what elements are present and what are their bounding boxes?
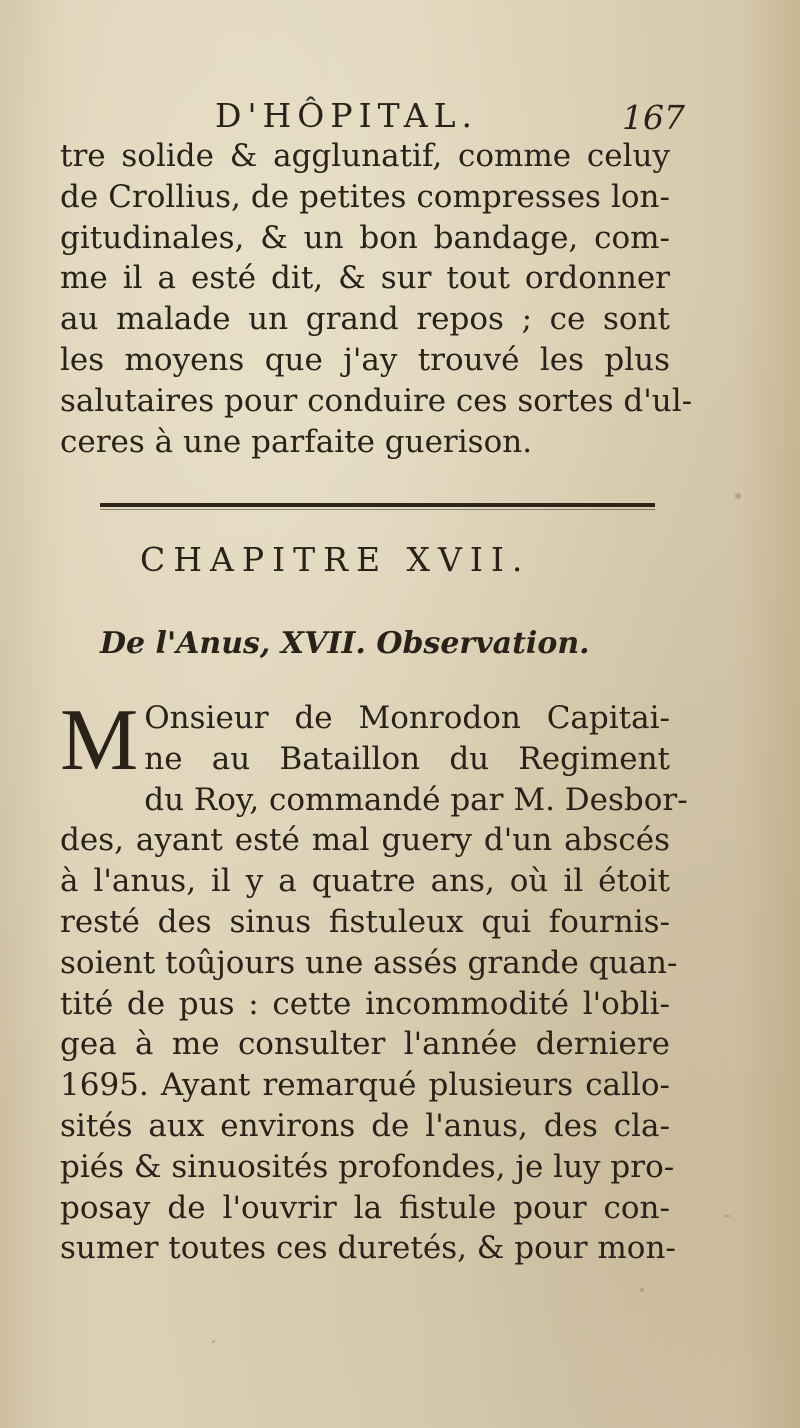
chapter-heading: CHAPITRE XVII. (140, 540, 531, 579)
text-line: posay de l'ouvrir la fistule pour con- (60, 1189, 670, 1226)
running-title: D'HÔPITAL. (215, 96, 479, 135)
text-line: de Crollius, de petites compresses lon- (60, 178, 670, 215)
text-line: sités aux environs de l'anus, des cla- (60, 1107, 670, 1144)
paragraph-continuation (60, 136, 693, 462)
text-line: des, ayant esté mal guery d'un abscés (60, 822, 670, 859)
text-line: au malade un grand repos ; ce sont (60, 301, 670, 338)
running-head (215, 96, 685, 136)
paper-spot (640, 1288, 644, 1292)
text-line: à l'anus, il y a quatre ans, où il étoit (60, 863, 670, 900)
text-line: ceres à une parfaite guerison. (60, 423, 533, 460)
observation-paragraph (60, 692, 688, 1269)
text-line: piés & sinuosités profondes, je luy pro- (60, 1148, 675, 1185)
text-line: salutaires pour conduire ces sortes d'ul- (60, 382, 693, 419)
text-line: du Roy, commandé par M. Desbor- (144, 781, 688, 818)
text-line: me il a esté dit, & sur tout ordonner (60, 260, 670, 297)
text-line: Onsieur de Monrodon Capitai- (144, 700, 670, 736)
text-line: ne au Bataillon du Regiment (144, 740, 670, 777)
section-divider (100, 503, 655, 507)
text-line: soient toûjours une assés grande quan- (60, 944, 678, 981)
text-line: gea à me consulter l'année derniere (60, 1026, 670, 1063)
text-line: tre solide & agglunatif, comme celuy (60, 138, 670, 174)
text-line: resté des sinus fistuleux qui fournis- (60, 903, 670, 940)
chapter-subheading: De l'Anus, XVII. Observation. (100, 626, 590, 661)
paper-spot (212, 1340, 215, 1343)
text-line: les moyens que j'ay trouvé les plus (60, 341, 670, 378)
text-line: tité de pus : cette incommodité l'obli- (60, 985, 670, 1022)
text-line: sumer toutes ces duretés, & pour mon- (60, 1230, 676, 1267)
paper-spot (725, 1215, 730, 1217)
page-number: 167 (622, 98, 685, 137)
drop-cap: M (60, 692, 139, 789)
paper-spot (735, 493, 741, 499)
text-line: 1695. Ayant remarqué plusieurs callo- (60, 1067, 670, 1104)
text-line: gitudinales, & un bon bandage, com- (60, 219, 670, 256)
